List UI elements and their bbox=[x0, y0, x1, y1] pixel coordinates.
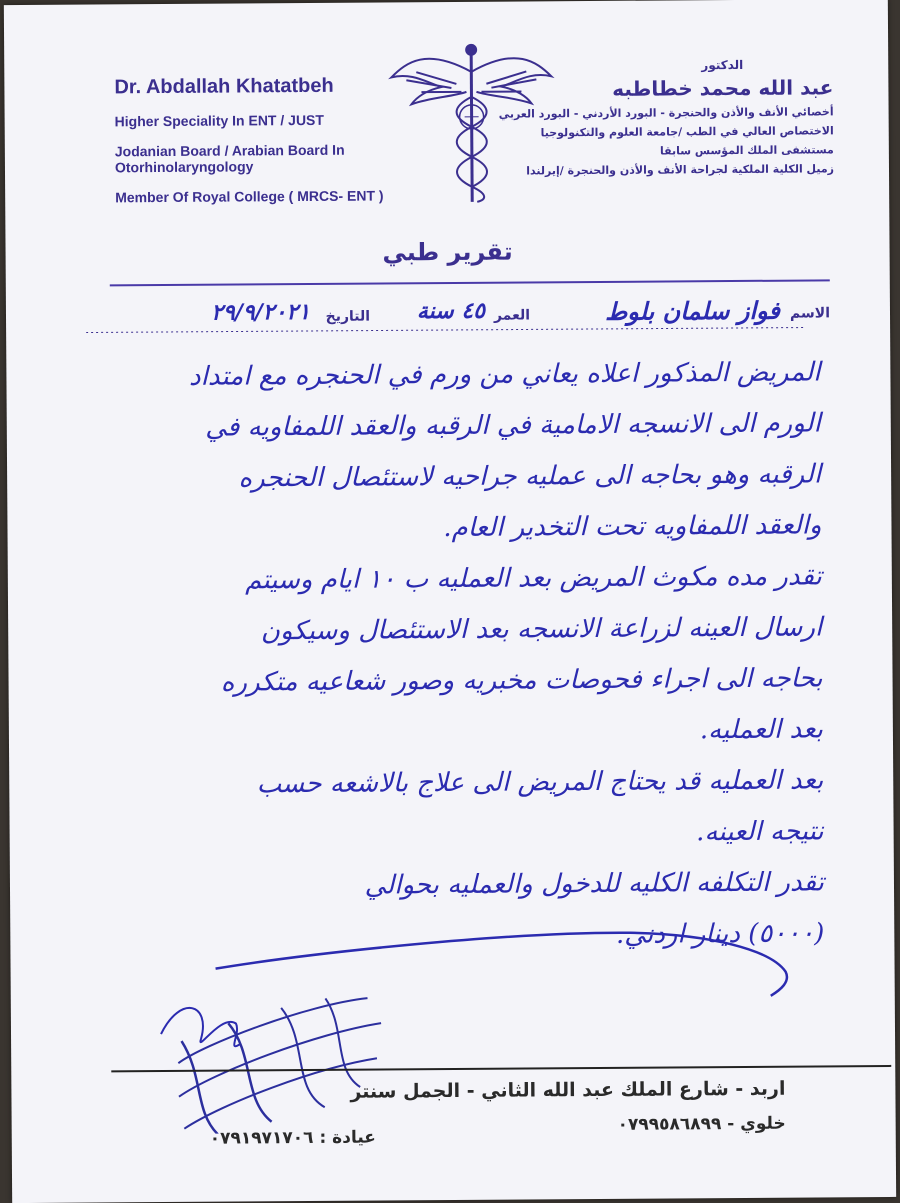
name-value: فواز سلمان بلوط bbox=[604, 295, 781, 326]
mobile-row bbox=[351, 1114, 786, 1137]
body-line: (٥٠٠٠) دينار اردني. bbox=[615, 918, 825, 950]
membership-line: Member Of Royal College ( MRCS- ENT ) bbox=[115, 187, 384, 206]
body-line: بحاجه الى اجراء فحوصات مخبريه وصور شعاعيه متكرره bbox=[220, 663, 823, 698]
body-line: الرقبه وهو بحاجه الى عمليه جراحيه لاستئصال الحنجره bbox=[238, 459, 822, 494]
body-line: بعد العمليه. bbox=[699, 714, 824, 746]
name-label: الاسم bbox=[789, 305, 831, 322]
fellowship-line-ar: زميل الكلية الملكية لجراحة الأنف والأذن والحنجرة /إيرلندا bbox=[526, 162, 835, 178]
body-line: المريض المذكور اعلاه يعاني من ورم في الحنجره مع امتداد bbox=[188, 357, 821, 392]
address-line: اربد - شارع الملك عبد الله الثاني - الجمل سنتر bbox=[350, 1077, 786, 1103]
hospital-line-ar: مستشفى الملك المؤسس سابقا bbox=[659, 143, 834, 158]
clinic-label: عيادة : bbox=[319, 1127, 376, 1148]
body-line: والعقد اللمفاويه تحت التخدير العام. bbox=[443, 510, 822, 544]
age-label: العمر bbox=[493, 307, 531, 324]
date-label: التاريخ bbox=[325, 308, 371, 325]
clinic-phone-row bbox=[210, 1128, 376, 1149]
doctor-name-en: Dr. Abdallah Khatatbeh bbox=[114, 74, 334, 99]
body-line: الورم الى الانسجه الامامية في الرقبه والعقد اللمفاويه في bbox=[205, 408, 821, 443]
board-line: Jodanian Board / Arabian Board In Otorhinolaryngology bbox=[114, 141, 345, 176]
doctor-name-ar: عبد الله محمد خطاطبه bbox=[612, 75, 834, 101]
body-line: تقدر مده مكوث المريض بعد العمليه ب ١٠ ايام وسيتم bbox=[244, 561, 822, 596]
body-line: بعد العمليه قد يحتاج المريض الى علاج بالاشعه حسب bbox=[256, 765, 824, 800]
mobile-label: خلوي - bbox=[727, 1113, 786, 1135]
report-title: تقرير طبي bbox=[382, 237, 513, 267]
report-body bbox=[60, 347, 824, 964]
body-line: نتيجه العينه. bbox=[696, 816, 824, 848]
body-line: تقدر التكلفه الكليه للدخول والعمليه بحوالي bbox=[364, 867, 825, 901]
doctor-prefix-ar: الدكتور bbox=[701, 57, 744, 73]
header-arabic bbox=[493, 57, 834, 183]
clinic-number: ٠٧٩١٩٧١٧٠٦ bbox=[209, 1127, 314, 1149]
date-value: ٢٩/٩/٢٠٢١ bbox=[211, 298, 311, 326]
header-divider bbox=[110, 279, 830, 286]
speciality-line: Higher Speciality In ENT / JUST bbox=[114, 111, 324, 130]
footer-address bbox=[350, 1078, 785, 1137]
speciality-line-ar: أخصائي الأنف والأذن والحنجرة - البورد الأردني - البورد العربي bbox=[498, 105, 834, 121]
age-value: ٤٥ سنة bbox=[416, 297, 486, 325]
mobile-number: ٠٧٩٩٥٨٦٨٩٩ bbox=[617, 1114, 722, 1135]
medical-report-paper bbox=[4, 0, 896, 1203]
higher-speciality-ar: الاختصاص العالي في الطب /جامعة العلوم والتكنولوجيا bbox=[540, 124, 834, 140]
body-line: ارسال العينه لزراعة الانسجه بعد الاستئصال وسيكون bbox=[260, 612, 823, 647]
